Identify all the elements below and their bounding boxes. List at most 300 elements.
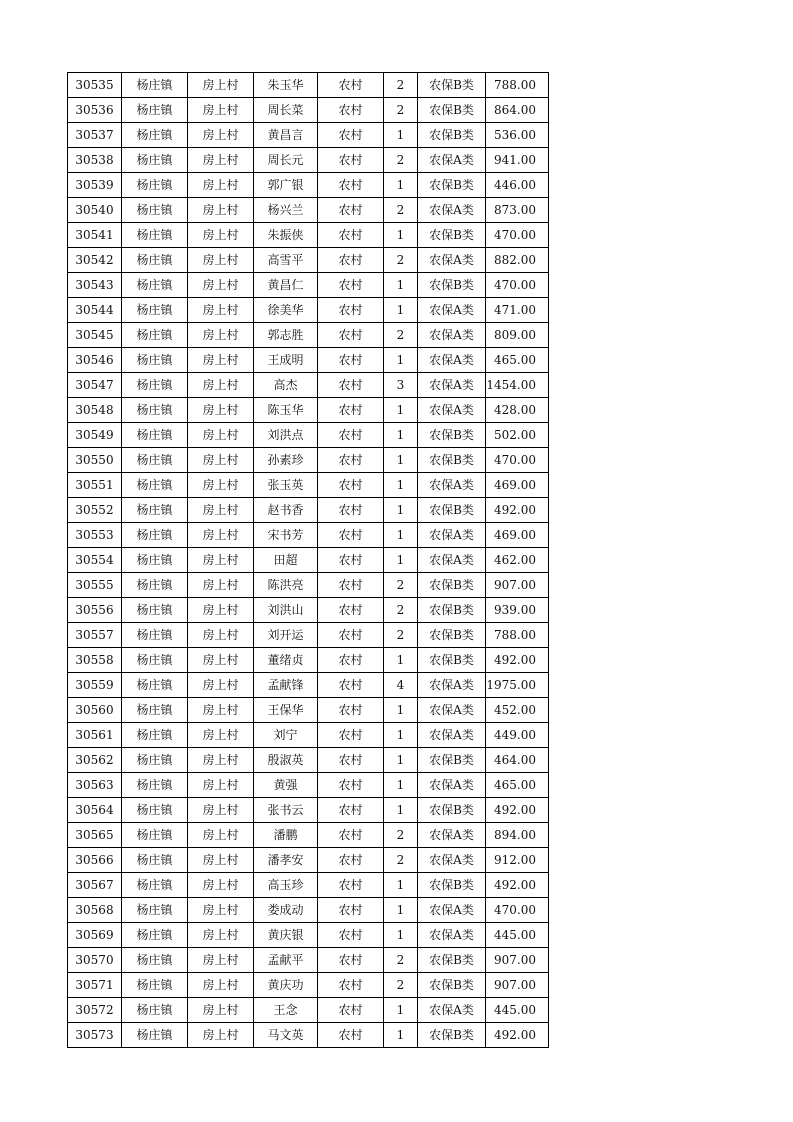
person-name-cell: 孙素珍 [254,448,318,473]
insurance-category-cell: 农保B类 [418,173,486,198]
person-name-cell: 徐美华 [254,298,318,323]
town-cell: 杨庄镇 [122,773,188,798]
amount-cell: 469.00 [486,523,549,548]
person-name-cell: 刘洪山 [254,598,318,623]
table-row [68,773,549,798]
insurance-category-cell: 农保A类 [418,148,486,173]
household-count-cell: 1 [384,998,418,1023]
town-cell: 杨庄镇 [122,823,188,848]
area-type-cell: 农村 [318,948,384,973]
town-cell: 杨庄镇 [122,273,188,298]
amount-cell: 470.00 [486,898,549,923]
area-type-cell: 农村 [318,573,384,598]
table-row [68,623,549,648]
town-cell: 杨庄镇 [122,923,188,948]
town-cell: 杨庄镇 [122,423,188,448]
record-id-cell: 30567 [68,873,122,898]
village-cell: 房上村 [188,573,254,598]
table-row [68,73,549,98]
household-count-cell: 1 [384,873,418,898]
area-type-cell: 农村 [318,248,384,273]
household-count-cell: 1 [384,173,418,198]
household-count-cell: 1 [384,798,418,823]
insurance-category-cell: 农保B类 [418,223,486,248]
record-id-cell: 30563 [68,773,122,798]
village-cell: 房上村 [188,948,254,973]
amount-cell: 882.00 [486,248,549,273]
record-id-cell: 30548 [68,398,122,423]
village-cell: 房上村 [188,723,254,748]
town-cell: 杨庄镇 [122,873,188,898]
record-id-cell: 30571 [68,973,122,998]
insurance-category-cell: 农保B类 [418,423,486,448]
table-row [68,398,549,423]
amount-cell: 471.00 [486,298,549,323]
table-row [68,373,549,398]
household-count-cell: 2 [384,148,418,173]
amount-cell: 492.00 [486,648,549,673]
person-name-cell: 王念 [254,998,318,1023]
table-row [68,923,549,948]
insurance-category-cell: 农保B类 [418,873,486,898]
area-type-cell: 农村 [318,1023,384,1048]
amount-cell: 465.00 [486,773,549,798]
insurance-category-cell: 农保A类 [418,323,486,348]
table-row [68,548,549,573]
amount-cell: 445.00 [486,998,549,1023]
insurance-category-cell: 农保B类 [418,648,486,673]
person-name-cell: 田超 [254,548,318,573]
village-cell: 房上村 [188,248,254,273]
amount-cell: 907.00 [486,948,549,973]
area-type-cell: 农村 [318,973,384,998]
record-id-cell: 30535 [68,73,122,98]
amount-cell: 894.00 [486,823,549,848]
table-row [68,723,549,748]
record-id-cell: 30573 [68,1023,122,1048]
table-row [68,523,549,548]
household-count-cell: 1 [384,448,418,473]
town-cell: 杨庄镇 [122,373,188,398]
table-row [68,898,549,923]
town-cell: 杨庄镇 [122,348,188,373]
insurance-category-cell: 农保B类 [418,123,486,148]
household-count-cell: 2 [384,98,418,123]
area-type-cell: 农村 [318,598,384,623]
person-name-cell: 黄庆功 [254,973,318,998]
table-row [68,323,549,348]
household-count-cell: 1 [384,398,418,423]
town-cell: 杨庄镇 [122,598,188,623]
area-type-cell: 农村 [318,623,384,648]
person-name-cell: 孟献锋 [254,673,318,698]
amount-cell: 939.00 [486,598,549,623]
amount-cell: 492.00 [486,798,549,823]
village-cell: 房上村 [188,398,254,423]
person-name-cell: 朱玉华 [254,73,318,98]
village-cell: 房上村 [188,973,254,998]
table-body [68,73,549,1048]
insurance-category-cell: 农保A类 [418,923,486,948]
household-count-cell: 1 [384,348,418,373]
area-type-cell: 农村 [318,273,384,298]
household-count-cell: 4 [384,673,418,698]
amount-cell: 788.00 [486,623,549,648]
insurance-category-cell: 农保A类 [418,198,486,223]
amount-cell: 469.00 [486,473,549,498]
record-id-cell: 30544 [68,298,122,323]
person-name-cell: 周长菜 [254,98,318,123]
insurance-category-cell: 农保A类 [418,298,486,323]
record-id-cell: 30561 [68,723,122,748]
amount-cell: 445.00 [486,923,549,948]
table-row [68,848,549,873]
table-row [68,123,549,148]
town-cell: 杨庄镇 [122,573,188,598]
record-id-cell: 30552 [68,498,122,523]
town-cell: 杨庄镇 [122,998,188,1023]
person-name-cell: 高玉珍 [254,873,318,898]
table-row [68,673,549,698]
village-cell: 房上村 [188,498,254,523]
record-id-cell: 30555 [68,573,122,598]
record-id-cell: 30547 [68,373,122,398]
town-cell: 杨庄镇 [122,723,188,748]
town-cell: 杨庄镇 [122,973,188,998]
household-count-cell: 2 [384,598,418,623]
amount-cell: 464.00 [486,748,549,773]
household-count-cell: 2 [384,248,418,273]
town-cell: 杨庄镇 [122,498,188,523]
town-cell: 杨庄镇 [122,1023,188,1048]
household-count-cell: 2 [384,573,418,598]
person-name-cell: 黄昌言 [254,123,318,148]
table-row [68,423,549,448]
record-id-cell: 30539 [68,173,122,198]
insurance-category-cell: 农保A类 [418,523,486,548]
amount-cell: 470.00 [486,223,549,248]
insurance-category-cell: 农保B类 [418,1023,486,1048]
table-row [68,948,549,973]
table-row [68,473,549,498]
village-cell: 房上村 [188,98,254,123]
table-row [68,698,549,723]
town-cell: 杨庄镇 [122,623,188,648]
village-cell: 房上村 [188,473,254,498]
person-name-cell: 殷淑英 [254,748,318,773]
person-name-cell: 陈洪亮 [254,573,318,598]
person-name-cell: 周长元 [254,148,318,173]
town-cell: 杨庄镇 [122,473,188,498]
record-id-cell: 30543 [68,273,122,298]
person-name-cell: 张书云 [254,798,318,823]
amount-cell: 1975.00 [486,673,549,698]
household-count-cell: 1 [384,273,418,298]
record-id-cell: 30558 [68,648,122,673]
table-row [68,648,549,673]
insurance-category-cell: 农保A类 [418,348,486,373]
record-id-cell: 30553 [68,523,122,548]
table-row [68,298,549,323]
insurance-category-cell: 农保A类 [418,373,486,398]
insurance-category-cell: 农保B类 [418,73,486,98]
town-cell: 杨庄镇 [122,298,188,323]
insurance-category-cell: 农保A类 [418,248,486,273]
amount-cell: 502.00 [486,423,549,448]
record-id-cell: 30550 [68,448,122,473]
insurance-category-cell: 农保A类 [418,698,486,723]
amount-cell: 470.00 [486,448,549,473]
person-name-cell: 陈玉华 [254,398,318,423]
household-count-cell: 1 [384,748,418,773]
village-cell: 房上村 [188,223,254,248]
area-type-cell: 农村 [318,73,384,98]
record-id-cell: 30549 [68,423,122,448]
area-type-cell: 农村 [318,98,384,123]
person-name-cell: 潘鹏 [254,823,318,848]
person-name-cell: 刘宁 [254,723,318,748]
town-cell: 杨庄镇 [122,73,188,98]
household-count-cell: 1 [384,498,418,523]
household-count-cell: 1 [384,773,418,798]
town-cell: 杨庄镇 [122,548,188,573]
amount-cell: 449.00 [486,723,549,748]
insurance-category-cell: 农保A类 [418,998,486,1023]
person-name-cell: 黄强 [254,773,318,798]
area-type-cell: 农村 [318,998,384,1023]
village-cell: 房上村 [188,548,254,573]
record-id-cell: 30556 [68,598,122,623]
table-row [68,498,549,523]
town-cell: 杨庄镇 [122,848,188,873]
table-row [68,798,549,823]
village-cell: 房上村 [188,173,254,198]
area-type-cell: 农村 [318,498,384,523]
village-cell: 房上村 [188,673,254,698]
town-cell: 杨庄镇 [122,648,188,673]
village-cell: 房上村 [188,198,254,223]
table-row [68,448,549,473]
area-type-cell: 农村 [318,473,384,498]
village-cell: 房上村 [188,423,254,448]
town-cell: 杨庄镇 [122,673,188,698]
table-row [68,748,549,773]
person-name-cell: 朱振侠 [254,223,318,248]
area-type-cell: 农村 [318,398,384,423]
amount-cell: 912.00 [486,848,549,873]
insurance-category-cell: 农保A类 [418,848,486,873]
table-row [68,198,549,223]
village-cell: 房上村 [188,798,254,823]
household-count-cell: 1 [384,423,418,448]
household-count-cell: 2 [384,198,418,223]
area-type-cell: 农村 [318,173,384,198]
insurance-category-cell: 农保B类 [418,98,486,123]
town-cell: 杨庄镇 [122,198,188,223]
record-id-cell: 30564 [68,798,122,823]
person-name-cell: 黄昌仁 [254,273,318,298]
area-type-cell: 农村 [318,548,384,573]
area-type-cell: 农村 [318,748,384,773]
insurance-category-cell: 农保A类 [418,723,486,748]
insurance-category-cell: 农保A类 [418,823,486,848]
insurance-category-cell: 农保A类 [418,673,486,698]
household-count-cell: 2 [384,973,418,998]
amount-cell: 873.00 [486,198,549,223]
record-id-cell: 30551 [68,473,122,498]
amount-cell: 788.00 [486,73,549,98]
amount-cell: 462.00 [486,548,549,573]
person-name-cell: 郭广银 [254,173,318,198]
amount-cell: 907.00 [486,573,549,598]
amount-cell: 492.00 [486,873,549,898]
insurance-category-cell: 农保A类 [418,548,486,573]
insurance-category-cell: 农保B类 [418,798,486,823]
household-count-cell: 1 [384,723,418,748]
area-type-cell: 农村 [318,698,384,723]
household-count-cell: 2 [384,823,418,848]
village-cell: 房上村 [188,273,254,298]
record-id-cell: 30559 [68,673,122,698]
household-count-cell: 1 [384,1023,418,1048]
area-type-cell: 农村 [318,323,384,348]
table-row [68,98,549,123]
amount-cell: 452.00 [486,698,549,723]
area-type-cell: 农村 [318,648,384,673]
insurance-category-cell: 农保A类 [418,473,486,498]
person-name-cell: 赵书香 [254,498,318,523]
insurance-category-cell: 农保A类 [418,773,486,798]
village-cell: 房上村 [188,773,254,798]
record-id-cell: 30557 [68,623,122,648]
person-name-cell: 刘洪点 [254,423,318,448]
table-row [68,273,549,298]
record-id-cell: 30560 [68,698,122,723]
town-cell: 杨庄镇 [122,148,188,173]
village-cell: 房上村 [188,598,254,623]
amount-cell: 446.00 [486,173,549,198]
record-id-cell: 30565 [68,823,122,848]
insurance-category-cell: 农保A类 [418,898,486,923]
household-count-cell: 1 [384,223,418,248]
household-count-cell: 1 [384,898,418,923]
record-id-cell: 30542 [68,248,122,273]
person-name-cell: 黄庆银 [254,923,318,948]
person-name-cell: 高杰 [254,373,318,398]
town-cell: 杨庄镇 [122,898,188,923]
table-row [68,223,549,248]
town-cell: 杨庄镇 [122,523,188,548]
record-id-cell: 30538 [68,148,122,173]
area-type-cell: 农村 [318,773,384,798]
record-id-cell: 30541 [68,223,122,248]
area-type-cell: 农村 [318,298,384,323]
person-name-cell: 娄成动 [254,898,318,923]
person-name-cell: 董绪贞 [254,648,318,673]
household-count-cell: 2 [384,848,418,873]
table-row [68,173,549,198]
table-row [68,598,549,623]
household-count-cell: 2 [384,323,418,348]
insurance-category-cell: 农保B类 [418,598,486,623]
table-row [68,573,549,598]
village-cell: 房上村 [188,448,254,473]
record-id-cell: 30562 [68,748,122,773]
amount-cell: 907.00 [486,973,549,998]
village-cell: 房上村 [188,323,254,348]
amount-cell: 941.00 [486,148,549,173]
area-type-cell: 农村 [318,523,384,548]
record-id-cell: 30537 [68,123,122,148]
town-cell: 杨庄镇 [122,248,188,273]
record-id-cell: 30572 [68,998,122,1023]
area-type-cell: 农村 [318,848,384,873]
town-cell: 杨庄镇 [122,223,188,248]
table-row [68,248,549,273]
table-row [68,823,549,848]
town-cell: 杨庄镇 [122,798,188,823]
household-count-cell: 1 [384,923,418,948]
area-type-cell: 农村 [318,223,384,248]
village-cell: 房上村 [188,523,254,548]
area-type-cell: 农村 [318,198,384,223]
area-type-cell: 农村 [318,148,384,173]
town-cell: 杨庄镇 [122,173,188,198]
person-name-cell: 宋书芳 [254,523,318,548]
village-cell: 房上村 [188,748,254,773]
household-count-cell: 1 [384,648,418,673]
amount-cell: 428.00 [486,398,549,423]
table-row [68,348,549,373]
person-name-cell: 高雪平 [254,248,318,273]
town-cell: 杨庄镇 [122,98,188,123]
insurance-category-cell: 农保B类 [418,623,486,648]
person-name-cell: 王成明 [254,348,318,373]
household-count-cell: 1 [384,123,418,148]
person-name-cell: 张玉英 [254,473,318,498]
person-name-cell: 孟献平 [254,948,318,973]
table-row [68,873,549,898]
household-count-cell: 2 [384,623,418,648]
village-cell: 房上村 [188,1023,254,1048]
town-cell: 杨庄镇 [122,123,188,148]
area-type-cell: 农村 [318,723,384,748]
insurance-category-cell: 农保B类 [418,273,486,298]
area-type-cell: 农村 [318,423,384,448]
household-count-cell: 1 [384,698,418,723]
area-type-cell: 农村 [318,373,384,398]
data-table [67,72,549,1048]
area-type-cell: 农村 [318,448,384,473]
record-id-cell: 30536 [68,98,122,123]
amount-cell: 492.00 [486,1023,549,1048]
household-count-cell: 1 [384,548,418,573]
table-row [68,973,549,998]
town-cell: 杨庄镇 [122,748,188,773]
amount-cell: 809.00 [486,323,549,348]
town-cell: 杨庄镇 [122,698,188,723]
insurance-category-cell: 农保B类 [418,448,486,473]
area-type-cell: 农村 [318,873,384,898]
household-count-cell: 1 [384,298,418,323]
amount-cell: 470.00 [486,273,549,298]
village-cell: 房上村 [188,648,254,673]
table-row [68,998,549,1023]
area-type-cell: 农村 [318,898,384,923]
area-type-cell: 农村 [318,673,384,698]
area-type-cell: 农村 [318,823,384,848]
amount-cell: 1454.00 [486,373,549,398]
